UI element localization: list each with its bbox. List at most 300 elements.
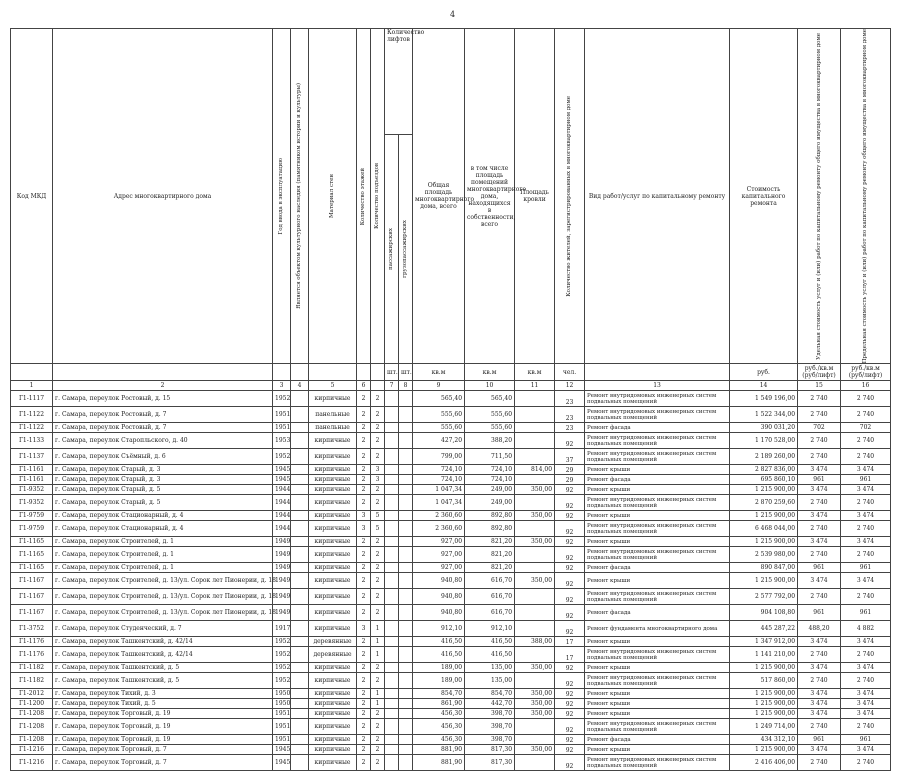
cell-ent: 2 <box>371 745 385 755</box>
cell-lim: 2 740 <box>841 673 891 689</box>
cell-mat: кирпичные <box>309 735 357 745</box>
cell-year: 1945 <box>273 745 291 755</box>
cell-area: 881,90 <box>413 755 465 771</box>
cell-ent: 2 <box>371 485 385 495</box>
cell-empty <box>291 589 309 605</box>
cell-res: 92 <box>555 589 585 605</box>
cell-year: 1952 <box>273 647 291 663</box>
cell-unit: 961 <box>798 605 841 621</box>
cell-lim: 702 <box>841 423 891 433</box>
cell-lim: 2 740 <box>841 449 891 465</box>
cell-roof <box>515 589 555 605</box>
cell-cost: 695 860,10 <box>730 475 798 485</box>
cell-work: Ремонт фасада <box>585 563 730 573</box>
cell-code: Г1-9759 <box>11 511 53 521</box>
cell-ent: 2 <box>371 605 385 621</box>
cell-work: Ремонт фасада <box>585 605 730 621</box>
cell-year: 1944 <box>273 495 291 511</box>
cell-empty <box>291 689 309 699</box>
cell-mat: деревянные <box>309 647 357 663</box>
cell-ent: 2 <box>371 755 385 771</box>
cell-ent: 1 <box>371 699 385 709</box>
cell-code: Г1-1167 <box>11 573 53 589</box>
cell-code: Г1-1208 <box>11 709 53 719</box>
table-row <box>11 547 891 563</box>
cell-empty <box>399 449 413 465</box>
cell-unit: 3 474 <box>798 745 841 755</box>
cell-code: Г1-1208 <box>11 719 53 735</box>
cell-res: 23 <box>555 391 585 407</box>
cell-addr: г. Самара, переулок Тихий, д. 3 <box>53 689 273 699</box>
cell-mat: кирпичные <box>309 719 357 735</box>
cell-own: 555,60 <box>465 423 515 433</box>
col-header-roof-area: Площадь кровли <box>515 29 555 364</box>
cell-res: 92 <box>555 563 585 573</box>
cell-addr: г. Самара, переулок Съёмный, д. 6 <box>53 449 273 465</box>
cell-fl: 2 <box>357 573 371 589</box>
cell-lim: 2 740 <box>841 521 891 537</box>
cell-cost: 1 215 900,00 <box>730 511 798 521</box>
col-header-residents: Количество жителей, зарегистрированных в многоквартирном доме <box>555 29 585 364</box>
cell-roof <box>515 719 555 735</box>
cell-code: Г1-1122 <box>11 423 53 433</box>
cell-work: Ремонт крыши <box>585 709 730 719</box>
cell-empty <box>399 605 413 621</box>
cell-empty <box>291 521 309 537</box>
cell-area: 456,30 <box>413 719 465 735</box>
cell-empty <box>399 391 413 407</box>
col-header-cost: Стоимость капитального ремонта <box>730 29 798 364</box>
cell-addr: г. Самара, переулок Торговый, д. 19 <box>53 719 273 735</box>
cell-addr: г. Самара, переулок Старый, д. 3 <box>53 475 273 485</box>
cell-unit: 3 474 <box>798 663 841 673</box>
cell-roof <box>515 605 555 621</box>
cell-mat: кирпичные <box>309 573 357 589</box>
cell-mat: кирпичные <box>309 563 357 573</box>
cell-empty <box>385 647 399 663</box>
cell-ent: 2 <box>371 449 385 465</box>
cell-empty <box>385 699 399 709</box>
cell-area: 1 047,34 <box>413 495 465 511</box>
units-row: шт. шт. кв.м кв.м кв.м чел. руб. руб./кв.м (руб/лифт) руб./кв.м (руб/лифт) <box>11 364 891 381</box>
cell-res: 29 <box>555 475 585 485</box>
cell-empty <box>385 589 399 605</box>
cell-code: Г1-1122 <box>11 407 53 423</box>
cell-addr: г. Самара, переулок Старый, д. 5 <box>53 495 273 511</box>
cell-code: Г1-1216 <box>11 755 53 771</box>
cell-code: Г1-3752 <box>11 621 53 637</box>
cell-empty <box>399 485 413 495</box>
cell-empty <box>291 637 309 647</box>
cell-year: 1945 <box>273 475 291 485</box>
cell-res: 92 <box>555 433 585 449</box>
cell-mat: панельные <box>309 423 357 433</box>
cell-work: Ремонт крыши <box>585 465 730 475</box>
cell-cost: 2 189 260,00 <box>730 449 798 465</box>
cell-own: 724,10 <box>465 465 515 475</box>
col-header-lifts: Количество лифтов <box>385 29 413 135</box>
cell-empty <box>385 663 399 673</box>
cell-addr: г. Самара, переулок Ташкентский, д. 5 <box>53 673 273 689</box>
cell-unit: 961 <box>798 563 841 573</box>
cell-empty <box>291 547 309 563</box>
cell-roof <box>515 521 555 537</box>
col-header-floors: Количество этажей <box>357 29 371 364</box>
cell-lim: 3 474 <box>841 637 891 647</box>
cell-work: Ремонт крыши <box>585 699 730 709</box>
cell-work: Ремонт внутридомовых инженерных систем подвальных помещений <box>585 647 730 663</box>
cell-res: 23 <box>555 407 585 423</box>
cell-area: 927,00 <box>413 537 465 547</box>
table-row <box>11 495 891 511</box>
cell-work: Ремонт крыши <box>585 573 730 589</box>
cell-empty <box>399 589 413 605</box>
cell-area: 799,00 <box>413 449 465 465</box>
cell-cost: 6 468 044,00 <box>730 521 798 537</box>
cell-work: Ремонт внутридомовых инженерных систем подвальных помещений <box>585 719 730 735</box>
cell-own: 821,20 <box>465 563 515 573</box>
cell-empty <box>291 485 309 495</box>
cell-unit: 2 740 <box>798 755 841 771</box>
table-row <box>11 511 891 521</box>
cell-res: 92 <box>555 709 585 719</box>
cell-empty <box>399 689 413 699</box>
cell-fl: 2 <box>357 673 371 689</box>
cell-empty <box>291 433 309 449</box>
cell-ent: 5 <box>371 511 385 521</box>
cell-empty <box>385 485 399 495</box>
cell-empty <box>385 547 399 563</box>
cell-empty <box>399 755 413 771</box>
cell-empty <box>385 563 399 573</box>
col-header-material: Материал стен <box>309 29 357 364</box>
cell-fl: 2 <box>357 475 371 485</box>
cell-year: 1944 <box>273 521 291 537</box>
cell-code: Г1-2012 <box>11 689 53 699</box>
cell-ent: 2 <box>371 589 385 605</box>
cell-mat: кирпичные <box>309 709 357 719</box>
cell-mat: кирпичные <box>309 663 357 673</box>
cell-roof: 814,00 <box>515 465 555 475</box>
cell-unit: 2 740 <box>798 433 841 449</box>
capital-repair-table <box>10 28 891 771</box>
cell-ent: 2 <box>371 719 385 735</box>
cell-unit: 3 474 <box>798 573 841 589</box>
cell-year: 1951 <box>273 407 291 423</box>
cell-empty <box>399 663 413 673</box>
cell-fl: 3 <box>357 621 371 637</box>
cell-fl: 3 <box>357 521 371 537</box>
cell-empty <box>399 647 413 663</box>
cell-res: 92 <box>555 699 585 709</box>
cell-unit: 961 <box>798 735 841 745</box>
table-row <box>11 689 891 699</box>
cell-lim: 3 474 <box>841 709 891 719</box>
cell-mat: кирпичные <box>309 689 357 699</box>
cell-addr: г. Самара, переулок Строителей, д. 1 <box>53 563 273 573</box>
cell-res: 92 <box>555 547 585 563</box>
cell-empty <box>385 709 399 719</box>
cell-cost: 434 312,10 <box>730 735 798 745</box>
cell-empty <box>385 605 399 621</box>
cell-empty <box>385 673 399 689</box>
cell-cost: 390 031,20 <box>730 423 798 433</box>
cell-own: 135,00 <box>465 663 515 673</box>
cell-ent: 1 <box>371 621 385 637</box>
cell-res: 92 <box>555 521 585 537</box>
cell-year: 1944 <box>273 485 291 495</box>
cell-own: 388,20 <box>465 433 515 449</box>
cell-fl: 2 <box>357 719 371 735</box>
cell-fl: 2 <box>357 647 371 663</box>
cell-own: 724,10 <box>465 475 515 485</box>
cell-fl: 3 <box>357 511 371 521</box>
cell-roof: 350,00 <box>515 485 555 495</box>
cell-mat: кирпичные <box>309 511 357 521</box>
cell-lim: 2 740 <box>841 547 891 563</box>
cell-mat: кирпичные <box>309 465 357 475</box>
cell-year: 1944 <box>273 511 291 521</box>
cell-year: 1949 <box>273 605 291 621</box>
cell-unit: 2 740 <box>798 521 841 537</box>
cell-res: 29 <box>555 465 585 475</box>
cell-work: Ремонт крыши <box>585 689 730 699</box>
cell-roof: 350,00 <box>515 709 555 719</box>
cell-lim: 3 474 <box>841 465 891 475</box>
cell-lim: 3 474 <box>841 663 891 673</box>
cell-addr: г. Самара, переулок Старый, д. 3 <box>53 465 273 475</box>
cell-cost: 445 287,22 <box>730 621 798 637</box>
table-row <box>11 407 891 423</box>
cell-area: 555,60 <box>413 407 465 423</box>
cell-fl: 2 <box>357 689 371 699</box>
cell-fl: 2 <box>357 537 371 547</box>
cell-roof: 350,00 <box>515 689 555 699</box>
table-row <box>11 745 891 755</box>
cell-res: 37 <box>555 449 585 465</box>
cell-roof <box>515 433 555 449</box>
cell-ent: 2 <box>371 391 385 407</box>
cell-mat: кирпичные <box>309 699 357 709</box>
cell-fl: 2 <box>357 755 371 771</box>
cell-roof: 388,00 <box>515 637 555 647</box>
cell-ent: 2 <box>371 495 385 511</box>
cell-unit: 3 474 <box>798 709 841 719</box>
cell-lim: 961 <box>841 475 891 485</box>
cell-res: 92 <box>555 495 585 511</box>
cell-empty <box>385 495 399 511</box>
cell-own: 416,50 <box>465 637 515 647</box>
cell-roof <box>515 495 555 511</box>
cell-res: 92 <box>555 605 585 621</box>
cell-fl: 2 <box>357 449 371 465</box>
cell-addr: г. Самара, переулок Строителей, д. 1 <box>53 537 273 547</box>
cell-res: 92 <box>555 755 585 771</box>
col-header-address: Адрес многоквартирного дома <box>53 29 273 364</box>
cell-own: 711,50 <box>465 449 515 465</box>
cell-cost: 517 860,00 <box>730 673 798 689</box>
cell-own: 442,70 <box>465 699 515 709</box>
cell-cost: 1 141 210,00 <box>730 647 798 663</box>
cell-fl: 2 <box>357 495 371 511</box>
cell-work: Ремонт внутридомовых инженерных систем подвальных помещений <box>585 547 730 563</box>
cell-empty <box>291 449 309 465</box>
col-header-year: Год ввода в эксплуатацию <box>273 29 291 364</box>
cell-addr: г. Самара, переулок Ростовый, д. 7 <box>53 407 273 423</box>
cell-own: 892,80 <box>465 511 515 521</box>
cell-own: 565,40 <box>465 391 515 407</box>
cell-ent: 2 <box>371 563 385 573</box>
cell-empty <box>291 423 309 433</box>
cell-ent: 1 <box>371 637 385 647</box>
cell-roof <box>515 475 555 485</box>
cell-code: Г1-9759 <box>11 521 53 537</box>
cell-mat: кирпичные <box>309 495 357 511</box>
col-header-total-area: Общая площадь многоквартирного дома, всего <box>413 29 465 364</box>
cell-area: 881,90 <box>413 745 465 755</box>
cell-work: Ремонт фасада <box>585 735 730 745</box>
cell-res: 92 <box>555 673 585 689</box>
cell-fl: 2 <box>357 391 371 407</box>
cell-year: 1952 <box>273 637 291 647</box>
cell-res: 92 <box>555 689 585 699</box>
cell-year: 1952 <box>273 673 291 689</box>
cell-empty <box>399 407 413 423</box>
table-row <box>11 537 891 547</box>
cell-mat: кирпичные <box>309 755 357 771</box>
cell-ent: 2 <box>371 537 385 547</box>
cell-cost: 1 347 912,00 <box>730 637 798 647</box>
cell-empty <box>291 495 309 511</box>
cell-empty <box>291 563 309 573</box>
cell-addr: г. Самара, переулок Ташкентский, д. 5 <box>53 663 273 673</box>
cell-cost: 1 215 900,00 <box>730 537 798 547</box>
cell-roof <box>515 755 555 771</box>
cell-res: 23 <box>555 423 585 433</box>
cell-work: Ремонт внутридомовых инженерных систем подвальных помещений <box>585 755 730 771</box>
cell-work: Ремонт крыши <box>585 485 730 495</box>
cell-unit: 2 740 <box>798 647 841 663</box>
cell-empty <box>385 745 399 755</box>
cell-cost: 904 108,80 <box>730 605 798 621</box>
cell-empty <box>385 423 399 433</box>
cell-empty <box>399 709 413 719</box>
cell-year: 1953 <box>273 433 291 449</box>
cell-fl: 2 <box>357 605 371 621</box>
cell-ent: 2 <box>371 735 385 745</box>
cell-unit: 3 474 <box>798 689 841 699</box>
table-row <box>11 521 891 537</box>
cell-work: Ремонт внутридомовых инженерных систем подвальных помещений <box>585 433 730 449</box>
cell-year: 1951 <box>273 423 291 433</box>
col-header-code: Код МКД <box>11 29 53 364</box>
col-header-lifts-passenger: пассажирских <box>385 134 399 364</box>
table-row <box>11 485 891 495</box>
cell-cost: 1 249 714,00 <box>730 719 798 735</box>
cell-area: 555,60 <box>413 423 465 433</box>
cell-code: Г1-1165 <box>11 547 53 563</box>
cell-own: 616,70 <box>465 573 515 589</box>
cell-cost: 1 215 900,00 <box>730 663 798 673</box>
cell-area: 940,80 <box>413 589 465 605</box>
cell-area: 927,00 <box>413 547 465 563</box>
cell-mat: кирпичные <box>309 605 357 621</box>
col-header-work-type: Вид работ/услуг по капитальному ремонту <box>585 29 730 364</box>
cell-lim: 3 474 <box>841 511 891 521</box>
cell-code: Г1-1182 <box>11 673 53 689</box>
cell-empty <box>385 511 399 521</box>
cell-res: 92 <box>555 485 585 495</box>
cell-mat: кирпичные <box>309 485 357 495</box>
cell-empty <box>291 719 309 735</box>
cell-lim: 2 740 <box>841 495 891 511</box>
cell-empty <box>399 537 413 547</box>
cell-ent: 2 <box>371 663 385 673</box>
table-row <box>11 423 891 433</box>
cell-ent: 2 <box>371 423 385 433</box>
cell-year: 1949 <box>273 537 291 547</box>
cell-addr: г. Самара, переулок Строителей, д. 1 <box>53 547 273 563</box>
cell-year: 1950 <box>273 699 291 709</box>
cell-addr: г. Самара, переулок Старый, д. 5 <box>53 485 273 495</box>
cell-year: 1951 <box>273 709 291 719</box>
cell-mat: кирпичные <box>309 621 357 637</box>
cell-res: 92 <box>555 537 585 547</box>
cell-roof: 350,00 <box>515 745 555 755</box>
cell-empty <box>291 663 309 673</box>
cell-own: 398,70 <box>465 735 515 745</box>
cell-work: Ремонт крыши <box>585 537 730 547</box>
cell-empty <box>399 521 413 537</box>
cell-empty <box>385 689 399 699</box>
cell-area: 861,90 <box>413 699 465 709</box>
cell-addr: г. Самара, переулок Старопльского, д. 40 <box>53 433 273 449</box>
cell-addr: г. Самара, переулок Стационарный, д. 4 <box>53 511 273 521</box>
cell-unit: 702 <box>798 423 841 433</box>
col-header-lifts-cargo: грузопассажирских <box>399 134 413 364</box>
column-numbers-row: 1 2 3 4 5 6 7 8 9 10 11 12 13 14 15 16 <box>11 381 891 391</box>
cell-area: 416,50 <box>413 647 465 663</box>
cell-code: Г1-1167 <box>11 605 53 621</box>
cell-mat: кирпичные <box>309 547 357 563</box>
cell-work: Ремонт фундамента многоквартирного дома <box>585 621 730 637</box>
cell-mat: кирпичные <box>309 475 357 485</box>
table-row <box>11 605 891 621</box>
cell-code: Г1-1137 <box>11 449 53 465</box>
cell-own: 817,30 <box>465 755 515 771</box>
cell-mat: кирпичные <box>309 449 357 465</box>
cell-addr: г. Самара, переулок Ташкентский, д. 42/14 <box>53 637 273 647</box>
cell-empty <box>399 511 413 521</box>
cell-work: Ремонт крыши <box>585 745 730 755</box>
cell-empty <box>291 735 309 745</box>
cell-unit: 2 740 <box>798 407 841 423</box>
cell-own: 854,70 <box>465 689 515 699</box>
cell-empty <box>385 719 399 735</box>
cell-area: 854,70 <box>413 689 465 699</box>
cell-code: Г1-1165 <box>11 537 53 547</box>
cell-work: Ремонт внутридомовых инженерных систем подвальных помещений <box>585 407 730 423</box>
cell-area: 565,40 <box>413 391 465 407</box>
cell-ent: 2 <box>371 673 385 689</box>
cell-cost: 1 522 344,00 <box>730 407 798 423</box>
cell-unit: 488,20 <box>798 621 841 637</box>
cell-empty <box>399 423 413 433</box>
cell-area: 912,10 <box>413 621 465 637</box>
cell-addr: г. Самара, переулок Ростовый, д. 7 <box>53 423 273 433</box>
cell-unit: 3 474 <box>798 637 841 647</box>
table-row <box>11 449 891 465</box>
